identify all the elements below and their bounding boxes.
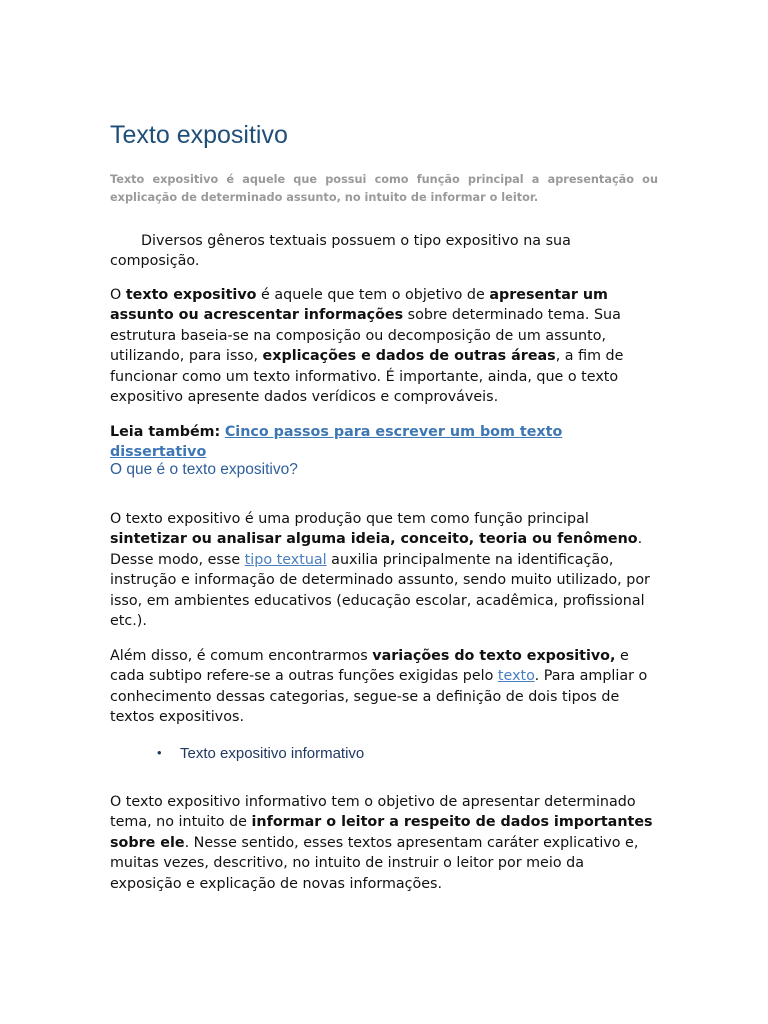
text-run: Além disso, é comum encontrarmos (110, 648, 373, 664)
see-also-link[interactable]: Cinco passos para escrever um bom texto dissertativo (110, 424, 563, 461)
text-run: O (110, 287, 126, 303)
text-run: , a fim de funcionar como um texto informativo. É importante, ainda, que o texto expositivo apresente dados verídicos e comprováveis. (110, 348, 624, 406)
text-run: O texto expositivo é uma produção que tem como função principal (110, 511, 589, 527)
definition-paragraph (110, 285, 658, 407)
bold-run: variações do texto expositivo, (372, 648, 616, 664)
text-run: sobre determinado tema. Sua estrutura baseia-se na composição ou decomposição de um assunto, utilizando, para isso, (110, 307, 621, 365)
lead-paragraph: Texto expositivo é aquele que possui como função principal a apresentação ou explicação de determinado assunto, no intuito de informar o leitor. (110, 173, 658, 204)
text-run: . Desse modo, esse (110, 531, 643, 568)
bullet-label: Texto expositivo informativo (180, 745, 365, 762)
text-run: . Para ampliar o conhecimento dessas categorias, segue-se a definição de dois tipos de textos expositivos. (110, 668, 648, 726)
function-paragraph (110, 509, 658, 631)
text-run: e cada subtipo refere-se a outras funções exigidas pelo (110, 648, 629, 685)
bold-run: sintetizar ou analisar alguma ideia, conceito, teoria ou fenômeno (110, 531, 638, 548)
intro-paragraph: Diversos gêneros textuais possuem o tipo expositivo na sua composição. (110, 233, 571, 270)
text-run: O texto expositivo informativo tem o objetivo de apresentar determinado tema, no intuito de (110, 794, 636, 831)
bold-run: informar o leitor a respeito de dados importantes sobre ele (110, 814, 653, 851)
bold-run: apresentar um assunto ou acrescentar informações (110, 287, 608, 324)
variations-paragraph (110, 646, 658, 728)
text-run: . Nesse sentido, esses textos apresentam caráter explicativo e, muitas vezes, descritivo, no intuito de instruir o leitor por meio da exposição e explicação de novas informações. (110, 834, 639, 892)
see-also-line (110, 422, 658, 463)
bullet-icon: • (157, 745, 162, 760)
bold-run: texto expositivo (125, 287, 257, 303)
text-run: é aquele que tem o objetivo de (256, 287, 490, 303)
see-also-label: Leia também: (110, 424, 221, 440)
text-run: auxilia principalmente na identificação, instrução e informação de determinado assunto, sendo muito utilizado, por isso, em ambientes educativos (educação escolar, acadêmica, profissional etc.). (110, 551, 650, 630)
tipo-textual-link[interactable]: tipo textual (244, 551, 327, 568)
texto-link[interactable]: texto (497, 668, 535, 685)
bullet-item (157, 745, 364, 762)
page-title: Texto expositivo (110, 121, 288, 149)
section-heading: O que é o texto expositivo? (110, 461, 298, 478)
bold-run: explicações e dados de outras áreas (262, 348, 556, 365)
informative-paragraph (110, 792, 658, 894)
